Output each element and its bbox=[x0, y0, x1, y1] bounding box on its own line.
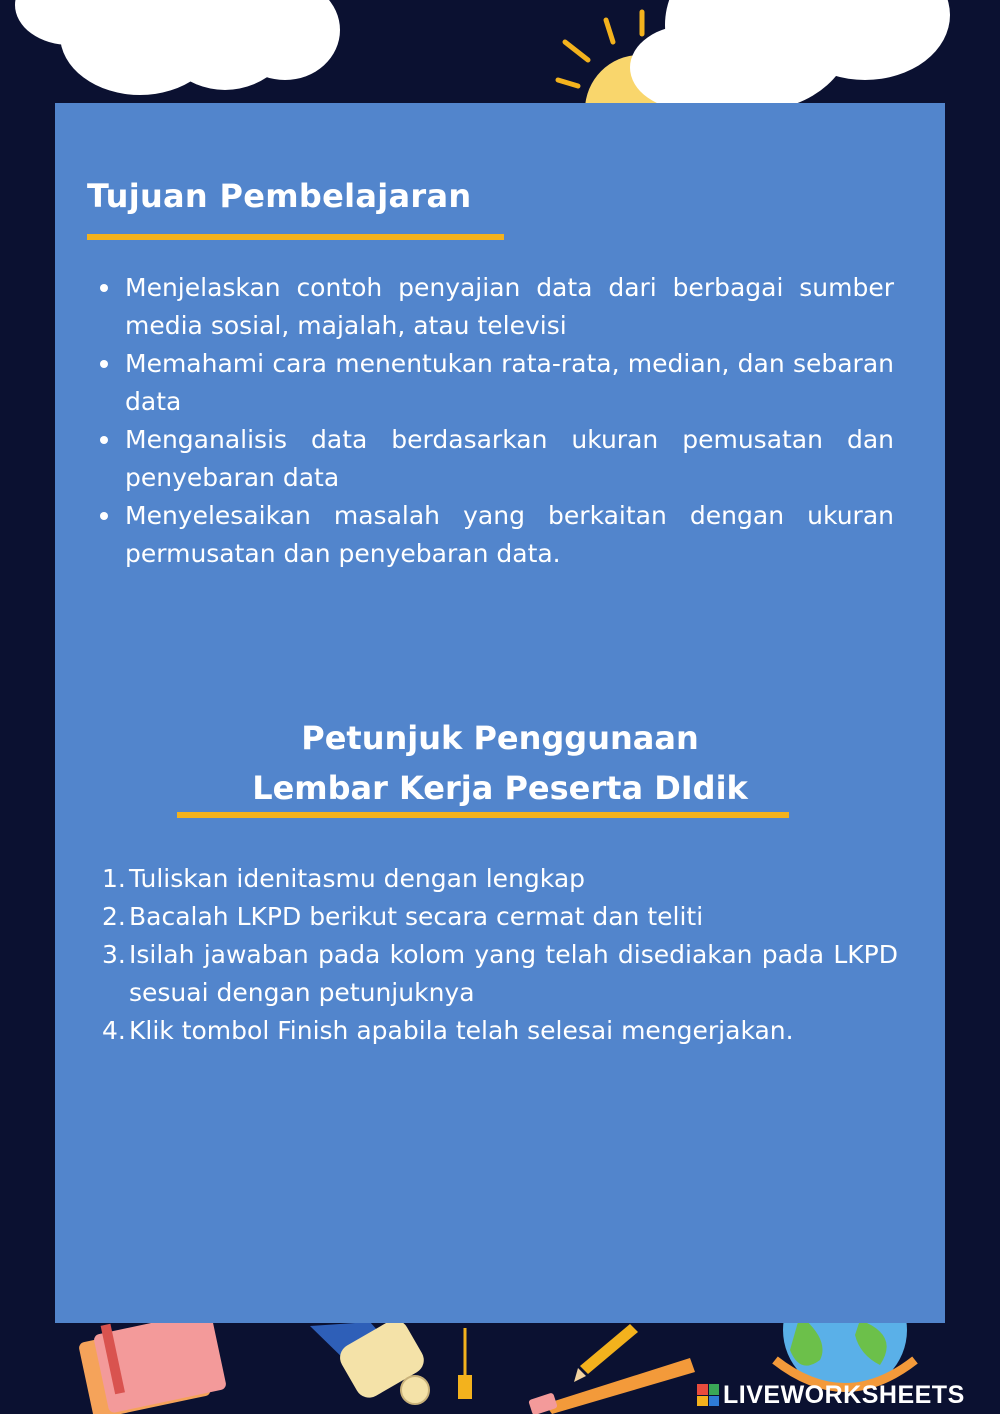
instructions-heading-line1: Petunjuk Penggunaan bbox=[301, 719, 699, 757]
goal-item: Memahami cara menentukan rata-rata, median, dan sebaran data bbox=[125, 345, 894, 421]
cloud-left-illustration bbox=[0, 0, 345, 100]
goal-item: Menjelaskan contoh penyajian data dari berbagai sumber media sosial, majalah, atau televisi bbox=[125, 269, 894, 345]
step-text: Klik tombol Finish apabila telah selesai mengerjakan. bbox=[129, 1016, 794, 1045]
instructions-heading-line2: Lembar Kerja Peserta DIdik bbox=[252, 769, 748, 807]
goal-item: Menganalisis data berdasarkan ukuran pemusatan dan penyebaran data bbox=[125, 421, 894, 497]
step-number: 2. bbox=[102, 902, 126, 931]
instruction-step bbox=[102, 1012, 898, 1050]
goals-heading: Tujuan Pembelajaran bbox=[87, 177, 472, 215]
step-text: Bacalah LKPD berikut secara cermat dan teliti bbox=[129, 902, 704, 931]
goals-list bbox=[125, 269, 894, 573]
instruction-step bbox=[102, 898, 898, 936]
liveworksheets-watermark bbox=[697, 1380, 965, 1410]
instructions-heading-underline bbox=[177, 812, 789, 818]
step-number: 1. bbox=[102, 864, 126, 893]
watermark-text: LIVEWORKSHEETS bbox=[723, 1380, 965, 1409]
liveworksheets-logo-icon bbox=[697, 1384, 719, 1406]
cloud-right-illustration bbox=[620, 0, 960, 104]
goals-heading-underline bbox=[87, 234, 504, 240]
instructions-heading bbox=[55, 713, 945, 813]
step-number: 3. bbox=[102, 940, 126, 969]
instruction-step bbox=[102, 860, 898, 898]
step-text: Tuliskan idenitasmu dengan lengkap bbox=[129, 864, 586, 893]
content-panel bbox=[55, 103, 945, 1323]
step-number: 4. bbox=[102, 1016, 126, 1045]
instruction-step bbox=[102, 936, 898, 1012]
instructions-list bbox=[102, 860, 898, 1050]
goal-item: Menyelesaikan masalah yang berkaitan dengan ukuran permusatan dan penyebaran data. bbox=[125, 497, 894, 573]
step-text: Isilah jawaban pada kolom yang telah disediakan pada LKPD sesuai dengan petunjuknya bbox=[129, 940, 898, 1007]
